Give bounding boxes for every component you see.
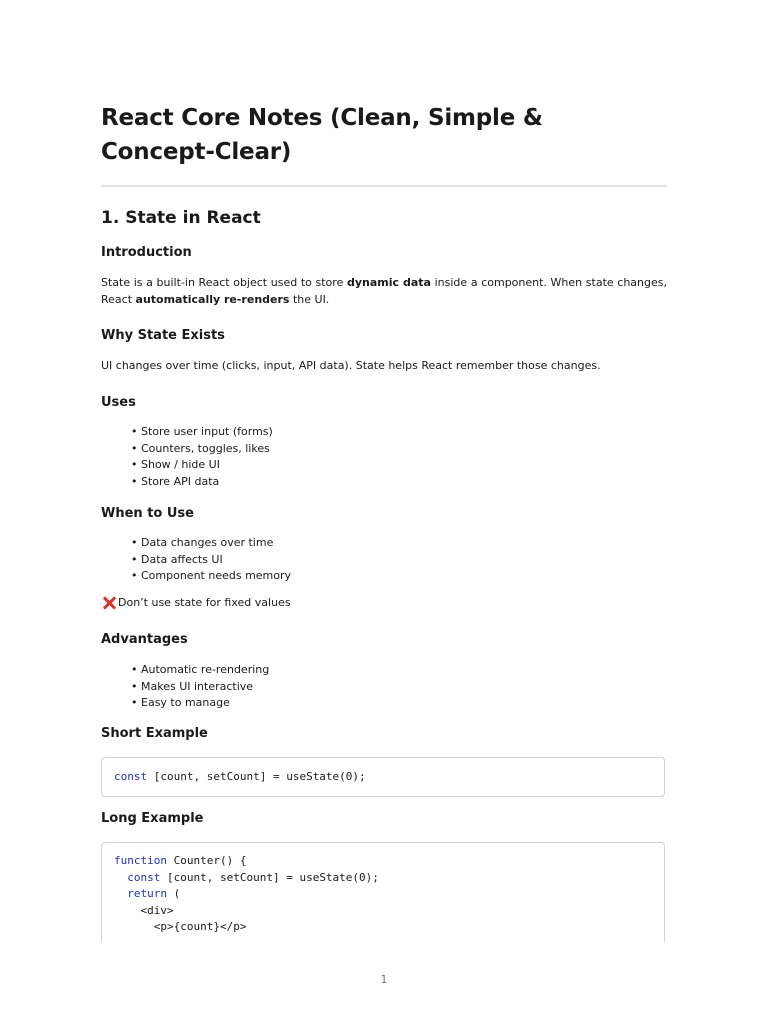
list-item: • Component needs memory xyxy=(131,568,291,585)
short-example-heading: Short Example xyxy=(101,726,208,741)
when-list xyxy=(131,535,291,585)
list-item: • Easy to manage xyxy=(131,695,269,712)
code-line: const [count, setCount] = useState(0); xyxy=(114,770,366,783)
code-line: <div> xyxy=(140,903,174,917)
uses-heading: Uses xyxy=(101,395,136,410)
list-item: • Store user input (forms) xyxy=(131,424,273,441)
page-number: 1 xyxy=(380,973,388,986)
warning-note xyxy=(101,595,291,611)
title-divider xyxy=(101,185,667,187)
code-line: <p>{count}</p> xyxy=(153,920,247,933)
long-example-heading: Long Example xyxy=(101,811,204,826)
list-item: • Store API data xyxy=(131,474,273,491)
list-item: • Automatic re-rendering xyxy=(131,662,269,679)
short-code-block xyxy=(101,757,665,797)
cross-mark-icon xyxy=(101,595,118,611)
long-code-block xyxy=(101,842,665,942)
why-paragraph: UI changes over time (clicks, input, API data). State helps React remember those changes. xyxy=(101,359,601,372)
code-line: function Counter() { xyxy=(114,854,247,867)
list-item: • Makes UI interactive xyxy=(131,679,269,696)
uses-list xyxy=(131,424,273,490)
list-item: • Counters, toggles, likes xyxy=(131,441,273,458)
list-item: • Data affects UI xyxy=(131,552,291,569)
when-heading: When to Use xyxy=(101,506,194,521)
advantages-list xyxy=(131,662,269,712)
advantages-heading: Advantages xyxy=(101,632,188,647)
list-item: • Data changes over time xyxy=(131,535,291,552)
intro-paragraph: State is a built-in React object used to store dynamic data inside a component. When state changes, React automatically re-renders the UI. xyxy=(101,276,667,306)
intro-heading: Introduction xyxy=(101,245,192,260)
section-heading: 1. State in React xyxy=(101,208,261,228)
list-item: • Show / hide UI xyxy=(131,457,273,474)
page-title: React Core Notes (Clean, Simple & Concept-Clear) xyxy=(101,105,543,165)
warning-text: Don’t use state for fixed values xyxy=(118,596,291,609)
code-line: const [count, setCount] = useState(0); xyxy=(127,870,379,884)
why-heading: Why State Exists xyxy=(101,328,225,343)
code-line: return ( xyxy=(127,887,181,900)
